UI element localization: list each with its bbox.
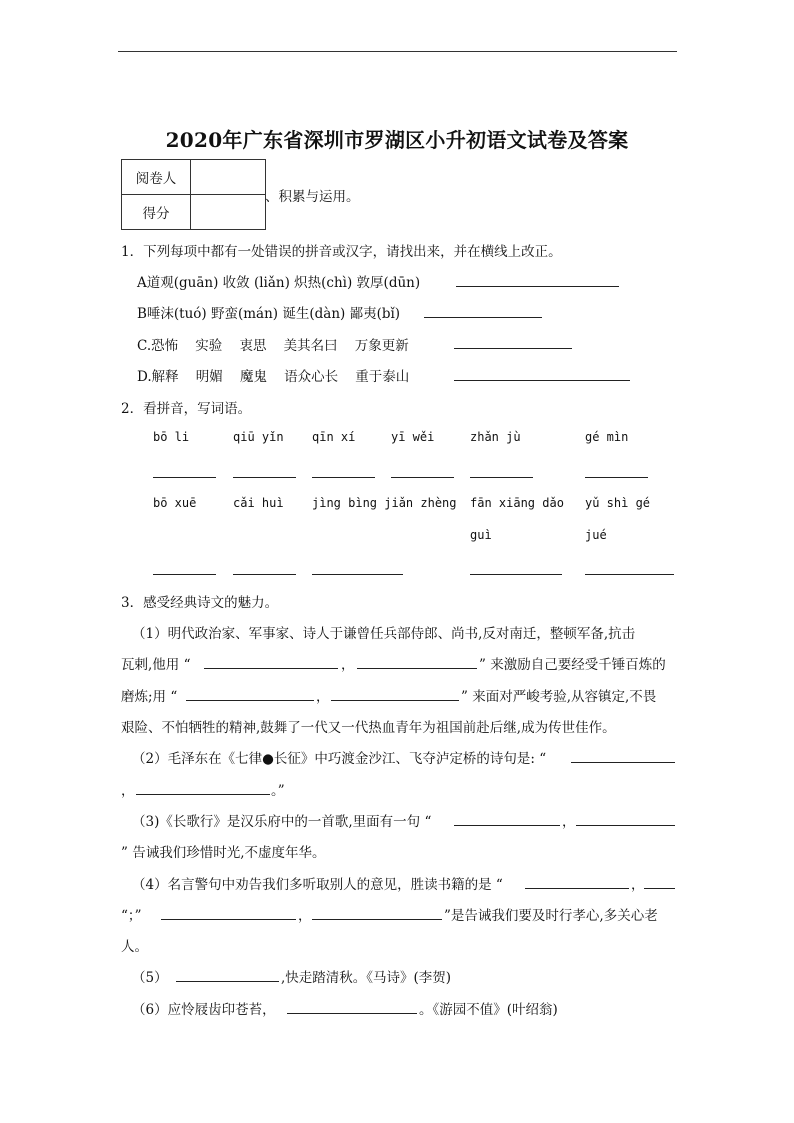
q3-p1-line3a: 磨炼;用 “ <box>121 689 178 705</box>
q3-p1-line2c: ” 来激励自己要经受千锤百炼的 <box>479 657 666 673</box>
score-cell <box>191 195 266 230</box>
q3-p1-line3b: ， <box>316 689 330 705</box>
page-title: 2020年广东省深圳市罗湖区小升初语文试卷及答案 <box>165 128 629 152</box>
q3-p1-blank4[interactable] <box>331 700 459 701</box>
pinyin-5: zhǎn jù <box>470 430 521 444</box>
score-table <box>121 159 266 230</box>
q1-answer-line-d[interactable] <box>454 380 630 381</box>
answer-line-1[interactable] <box>153 477 216 478</box>
q3-p2-line1: （2）毛泽东在《七律●长征》中巧渡金沙江、飞夺泸定桥的诗句是: “ <box>132 751 547 767</box>
answer-line-8[interactable] <box>233 574 296 575</box>
answer-line-4[interactable] <box>391 477 454 478</box>
q3-p4-blank4[interactable] <box>312 919 442 920</box>
pinyin-10-cont: guì <box>470 528 492 542</box>
q3-p1-line2a: 瓦剌,他用 “ <box>121 657 191 673</box>
section-1-title: 、积累与运用。 <box>265 189 360 205</box>
q3-p4-blank3[interactable] <box>161 919 296 920</box>
q3-p5a: （5） <box>132 970 168 986</box>
pinyin-11-cont: jué <box>585 528 607 542</box>
answer-line-5[interactable] <box>470 477 533 478</box>
answer-line-3[interactable] <box>312 477 375 478</box>
q3-p3-blank2[interactable] <box>576 825 675 826</box>
reviewer-cell <box>191 160 266 195</box>
reviewer-label: 阅卷人 <box>122 160 191 195</box>
pinyin-2: qiū yǐn <box>233 430 284 444</box>
answer-line-10[interactable] <box>470 574 562 575</box>
answer-line-6[interactable] <box>585 477 648 478</box>
q3-p4-line1a: （4）名言警句中劝告我们多听取别人的意见，胜读书籍的是 “ <box>132 877 503 893</box>
q3-p4-line3: 人。 <box>121 939 148 955</box>
q1-item-d: D.解释 明媚 魔鬼 语众心长 重于泰山 <box>137 369 410 385</box>
pinyin-10: fān xiāng dǎo <box>470 496 564 510</box>
q3-p1-blank1[interactable] <box>204 668 338 669</box>
answer-line-11[interactable] <box>585 574 674 575</box>
q3-p1-line3c: ” 来面对严峻考验,从容镇定,不畏 <box>461 689 657 705</box>
q3-p1-line4: 艰险、不怕牺牲的精神,鼓舞了一代又一代热血青年为祖国前赴后继,成为传世佳作。 <box>121 720 616 736</box>
q3-p4-line2b: ， <box>298 908 312 924</box>
q3-p2-blank2[interactable] <box>136 794 270 795</box>
q1-stem: 1．下列每项中都有一处错误的拼音或汉字，请找出来，并在横线上改正。 <box>121 244 562 260</box>
q3-p3-blank1[interactable] <box>454 825 560 826</box>
pinyin-6: gé mìn <box>585 430 629 444</box>
q3-stem: 3．感受经典诗文的魅力。 <box>121 595 279 611</box>
answer-line-7[interactable] <box>153 574 216 575</box>
pinyin-4: yī wěi <box>391 430 435 444</box>
q3-p3-line1a: （3)《长歌行》是汉乐府中的一首歌,里面有一句 “ <box>132 814 432 830</box>
q1-item-a: A道观(guān) 收敛 (liǎn) 炽热(chì) 敦厚(dūn) <box>137 275 421 291</box>
q3-p2-line2b: 。” <box>271 783 285 799</box>
q3-p4-blank2[interactable] <box>644 888 675 889</box>
q3-p3-line2: ” 告诫我们珍惜时光,不虚度年华。 <box>121 845 326 861</box>
pinyin-8: cǎi huì <box>233 496 284 510</box>
q3-p4-line1b: ， <box>631 877 645 893</box>
pinyin-3: qīn xí <box>312 430 356 444</box>
q3-p5-blank[interactable] <box>176 981 279 982</box>
pinyin-11: yǔ shì gé <box>585 496 651 510</box>
q3-p3-line1b: ， <box>562 814 576 830</box>
header-rule <box>118 51 677 52</box>
q3-p1-line2b: ， <box>341 657 355 673</box>
q3-p5b: ,快走踏清秋。《马诗》(李贺) <box>281 970 452 986</box>
q1-item-b: B唾沫(tuó) 野蛮(mán) 诞生(dàn) 鄙夷(bǐ) <box>137 306 401 322</box>
q3-p1-line1: （1）明代政治家、军事家、诗人于谦曾任兵部侍郎、尚书,反对南迁，整顿军备,抗击 <box>132 626 636 642</box>
q3-p4-line2c: ”是告诫我们要及时行孝心,多关心老 <box>444 908 658 924</box>
q1-answer-line-b[interactable] <box>424 317 542 318</box>
answer-line-9[interactable] <box>312 574 403 575</box>
q3-p6a: （6）应怜屐齿印苍苔， <box>132 1002 276 1018</box>
q3-p4-line2a: “；” <box>121 908 142 924</box>
pinyin-9: jìng bìng jiǎn zhèng <box>312 496 457 510</box>
pinyin-7: bō xuē <box>153 496 197 510</box>
q1-answer-line-a[interactable] <box>456 286 619 287</box>
pinyin-1: bō li <box>153 430 190 444</box>
score-label: 得分 <box>122 195 191 230</box>
q3-p6-blank[interactable] <box>287 1013 417 1014</box>
q1-item-c: C.恐怖 实验 衷思 美其名曰 万象更新 <box>137 338 409 354</box>
q2-stem: 2．看拼音，写词语。 <box>121 401 252 417</box>
q3-p1-blank2[interactable] <box>357 668 477 669</box>
q3-p6b: 。《游园不值》(叶绍翁) <box>419 1002 558 1018</box>
q3-p1-blank3[interactable] <box>186 700 314 701</box>
q3-p2-blank1[interactable] <box>571 762 675 763</box>
q3-p2-line2a: ， <box>121 783 135 799</box>
q1-answer-line-c[interactable] <box>454 348 572 349</box>
answer-line-2[interactable] <box>233 477 296 478</box>
q3-p4-blank1[interactable] <box>525 888 629 889</box>
